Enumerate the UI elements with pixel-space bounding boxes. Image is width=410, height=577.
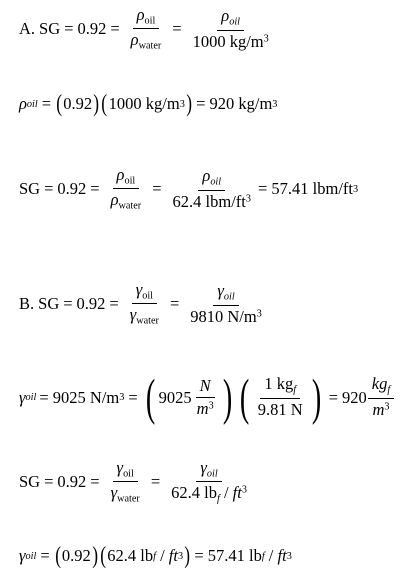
section-b-label: B. [19,294,35,314]
fraction-kgf-over-9-81-n: $\frac{1 kg_f}{9.81 N}$ [257,374,303,419]
equation-sg-gamma-lbf: SG = 0.92 = $\frac{\gamma_{oil}}{\gamma_{water}}$ = $\frac{\gamma_{oil}}{62.4 lb_f / ft^3}$ [19,459,254,506]
equation-gamma-oil-result: γ oil = ( 0.92 ) ( 62.4 lb f / ft 3 ) = 57.41 lb f / ft 3 [19,542,292,569]
fraction-rho-oil-over-62-4: $\frac{\rho_{oil}}{62.4 lbm/ft^3}$ [172,166,251,211]
equation-sg-lbm: SG = 0.92 = $\frac{\rho_{oil}}{\rho_{water}}$ = $\frac{\rho_{oil}}{62.4 lbm/ft^3}$ = 57.41 lbm/ft 3 [19,165,359,212]
fraction-rho-oil-over-rho-water-2: $\frac{\rho_{oil}}{\rho_{water}}$ [110,165,142,212]
equation-b-sg-specific-weight: B. SG = 0.92 = $\frac{\gamma_{oil}}{\gamma_{water}}$ = $\frac{\gamma_{oil}}{9810 N/m^3}$ [19,281,269,328]
fraction-n-over-m3: $\frac{N}{m^3}$ [196,375,214,418]
fraction-gamma-oil-over-gamma-water-2: $\frac{\gamma_{oil}}{\gamma_{water}}$ [110,458,140,505]
section-a-label: A. [19,19,36,39]
fraction-rho-oil-over-1000: $\frac{\rho_{oil}}{1000 kg/m^3}$ [192,6,269,51]
fraction-gamma-oil-over-gamma-water: $\frac{\gamma_{oil}}{\gamma_{water}}$ [129,280,159,327]
equation-gamma-oil-conversion: γ oil = 9025 N/m 3 = ( 9025 $\frac{N}{m^3}$ ) ( $\frac{1 kg_f}{9.81 N}$ ) = 920 $\frac{kg_f}{m^3}$ [19,372,395,423]
sg-label: SG [39,19,61,39]
fraction-gamma-oil-over-62-4-lbf: $\frac{\gamma_{oil}}{62.4 lb_f / ft^3}$ [171,458,247,505]
fraction-gamma-oil-over-9810: $\frac{\gamma_{oil}}{9810 N/m^3}$ [190,281,262,326]
equation-a-sg-density: A. SG = 0.92 = $\frac{\rho_{oil}}{\rho_{water}}$ = $\frac{\rho_{oil}}{1000 kg/m^3}$ [19,6,276,53]
fraction-kgf-over-m3: $\frac{kg_f}{m^3}$ [368,375,394,419]
fraction-rho-oil-over-rho-water: $\frac{\rho_{oil}}{\rho_{water}}$ [130,5,162,52]
equation-rho-oil-result: ρ oil = ( 0.92 ) ( 1000 kg/m 3 ) = 920 kg/m 3 [19,90,278,117]
sg-value: 0.92 [77,19,107,39]
